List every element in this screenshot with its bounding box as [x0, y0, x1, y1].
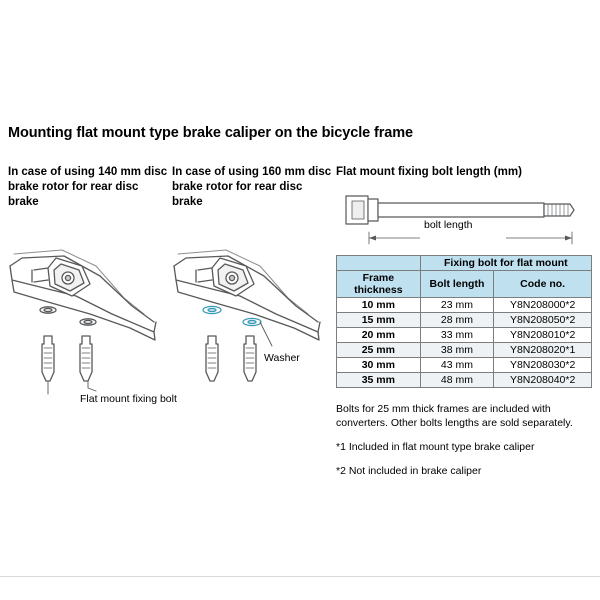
cell-code-no: Y8N208010*2: [494, 328, 592, 343]
table-row: [337, 328, 592, 343]
cell-frame-thickness: 15 mm: [337, 313, 421, 328]
table-row: [337, 313, 592, 328]
cell-bolt-length: 23 mm: [420, 298, 494, 313]
page-title: Mounting flat mount type brake caliper on the bicycle frame: [8, 124, 414, 141]
heading-140mm: In case of using 140 mm disc brake rotor for rear disc brake: [8, 166, 168, 208]
illustration-140mm-frame: [4, 236, 169, 401]
cell-bolt-length: 33 mm: [420, 328, 494, 343]
heading-160mm: In case of using 160 mm disc brake rotor for rear disc brake: [172, 166, 332, 208]
heading-bolt-length: Flat mount fixing bolt length (mm): [336, 166, 522, 178]
table-header-bolt-length: Bolt length: [420, 271, 494, 298]
table-row: [337, 358, 592, 373]
fixing-bolt-table: [336, 255, 592, 388]
caption-flat-mount-fixing-bolt: Flat mount fixing bolt: [80, 393, 177, 405]
table-header-frame-thickness: Frame thickness: [337, 271, 421, 298]
table-group-header: Fixing bolt for flat mount: [420, 256, 591, 271]
cell-bolt-length: 48 mm: [420, 373, 494, 388]
cell-bolt-length: 28 mm: [420, 313, 494, 328]
cell-bolt-length: 43 mm: [420, 358, 494, 373]
note-converters: Bolts for 25 mm thick frames are included with converters. Other bolts lengths are sold separately.: [336, 403, 573, 429]
cell-frame-thickness: 20 mm: [337, 328, 421, 343]
caption-bolt-length: bolt length: [424, 219, 473, 231]
note-footnote-1: *1 Included in flat mount type brake caliper: [336, 441, 535, 453]
note-footnote-2: *2 Not included in brake caliper: [336, 465, 482, 477]
table-row: [337, 298, 592, 313]
table-row: [337, 343, 592, 358]
cell-bolt-length: 38 mm: [420, 343, 494, 358]
table-row: [337, 373, 592, 388]
cell-frame-thickness: 30 mm: [337, 358, 421, 373]
cell-code-no: Y8N208000*2: [494, 298, 592, 313]
cell-code-no: Y8N208020*1: [494, 343, 592, 358]
cell-code-no: Y8N208040*2: [494, 373, 592, 388]
cell-frame-thickness: 25 mm: [337, 343, 421, 358]
cell-code-no: Y8N208050*2: [494, 313, 592, 328]
illustration-160mm-frame: [168, 236, 333, 401]
cell-frame-thickness: 35 mm: [337, 373, 421, 388]
cell-frame-thickness: 10 mm: [337, 298, 421, 313]
table-header-code-no: Code no.: [494, 271, 592, 298]
footer-divider: [0, 576, 600, 577]
caption-washer: Washer: [264, 352, 300, 364]
cell-code-no: Y8N208030*2: [494, 358, 592, 373]
